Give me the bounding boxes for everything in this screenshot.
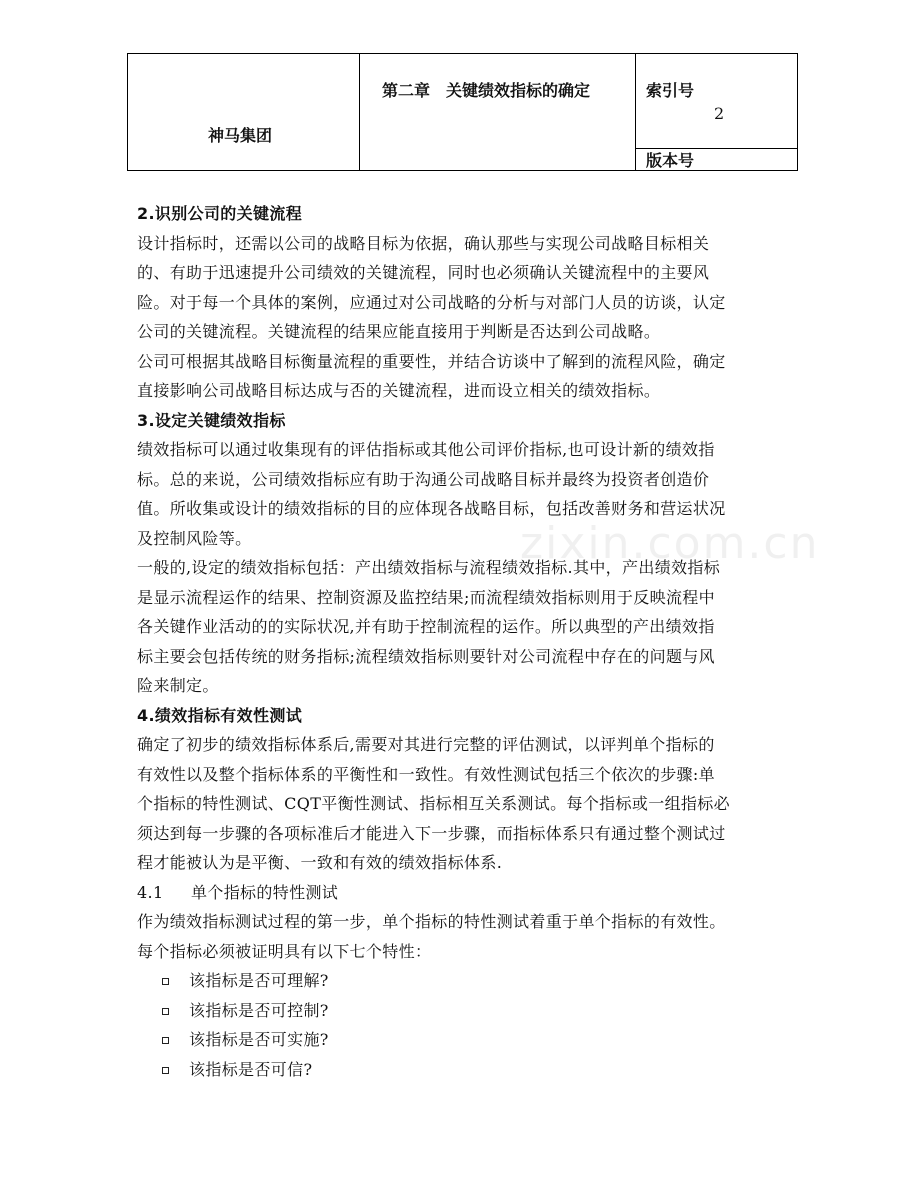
paragraph-line: 公司可根据其战略目标衡量流程的重要性，并结合访谈中了解到的流程风险，确定 bbox=[137, 351, 726, 371]
paragraph-line: 确定了初步的绩效指标体系后,需要对其进行完整的评估测试，以评判单个指标的 bbox=[137, 735, 715, 754]
paragraph-line: 绩效指标可以通过收集现有的评估指标或其他公司评价指标,也可设计新的绩效指 bbox=[137, 440, 715, 459]
header-divider bbox=[635, 148, 797, 149]
criteria-list bbox=[137, 966, 797, 1084]
paragraph-line: 一般的,设定的绩效指标包括：产出绩效指标与流程绩效指标.其中，产出绩效指标 bbox=[137, 558, 721, 577]
paragraph-line: 须达到每一步骤的各项标准后才能进入下一步骤，而指标体系只有通过整个测试过 bbox=[137, 823, 726, 843]
document-body bbox=[137, 199, 797, 1084]
list-item bbox=[162, 996, 797, 1026]
paragraph-line: 作为绩效指标测试过程的第一步，单个指标的特性测试着重于单个指标的有效性。 bbox=[137, 912, 726, 931]
section-heading: 4.绩效指标有效性测试 bbox=[137, 705, 303, 725]
list-item-text: 该指标是否可实施? bbox=[189, 1030, 329, 1049]
paragraph-line: 个指标的特性测试、CQT平衡性测试、指标相互关系测试。每个指标或一组指标必 bbox=[137, 794, 730, 813]
paragraph-line: 公司的关键流程。关键流程的结果应能直接用于判断是否达到公司战略。 bbox=[137, 322, 661, 341]
index-number-value: 2 bbox=[714, 104, 725, 123]
paragraph-line: 标。总的来说，公司绩效指标应有助于沟通公司战略目标并最终为投资者创造价 bbox=[137, 469, 710, 489]
paragraph-line: 是显示流程运作的结果、控制资源及监控结果;而流程绩效指标则用于反映流程中 bbox=[137, 587, 715, 607]
paragraph-line: 程才能被认为是平衡、一致和有效的绩效指标体系. bbox=[137, 853, 503, 872]
subsection-title: 单个指标的特性测试 bbox=[191, 882, 339, 902]
paragraph-line: 每个指标必须被证明具有以下七个特性： bbox=[137, 941, 432, 961]
header-divider bbox=[359, 54, 360, 170]
paragraph-line: 的、有助于迅速提升公司绩效的关键流程，同时也必须确认关键流程中的主要风 bbox=[137, 263, 710, 282]
subsection-heading bbox=[137, 878, 797, 908]
subsection-number: 4.1 bbox=[137, 882, 164, 902]
square-bullet-icon bbox=[162, 978, 169, 985]
chapter-title: 第二章 关键绩效指标的确定 bbox=[382, 81, 591, 100]
section-heading: 3.设定关键绩效指标 bbox=[137, 410, 286, 430]
paragraph-line: 有效性以及整个指标体系的平衡性和一致性。有效性测试包括三个依次的步骤:单 bbox=[137, 764, 715, 784]
list-item-text: 该指标是否可理解? bbox=[189, 971, 329, 990]
paragraph-line: 值。所收集或设计的绩效指标的目的应体现各战略目标，包括改善财务和营运状况 bbox=[137, 499, 726, 518]
square-bullet-icon bbox=[162, 1067, 169, 1074]
header-table bbox=[127, 53, 798, 171]
paragraph-line: 各关键作业活动的的实际状况,并有助于控制流程的运作。所以典型的产出绩效指 bbox=[137, 617, 715, 636]
paragraph-line: 标主要会包括传统的财务指标;流程绩效指标则要针对公司流程中存在的问题与风 bbox=[137, 646, 715, 666]
list-item-text: 该指标是否可控制? bbox=[189, 1000, 329, 1020]
list-item bbox=[162, 1055, 797, 1085]
list-item bbox=[162, 1025, 797, 1055]
paragraph-line: 直接影响公司战略目标达成与否的关键流程，进而设立相关的绩效指标。 bbox=[137, 381, 661, 400]
version-number-label: 版本号 bbox=[646, 151, 695, 170]
header-divider bbox=[635, 54, 636, 170]
list-item bbox=[162, 966, 797, 996]
square-bullet-icon bbox=[162, 1008, 169, 1015]
index-number-label: 索引号 bbox=[646, 81, 695, 100]
list-item-text: 该指标是否可信? bbox=[189, 1059, 313, 1079]
paragraph-line: 设计指标时，还需以公司的战略目标为依据，确认那些与实现公司战略目标相关 bbox=[137, 233, 710, 253]
company-name: 神马集团 bbox=[208, 126, 273, 145]
section-heading: 2.识别公司的关键流程 bbox=[137, 204, 303, 223]
paragraph-line: 险。对于每一个具体的案例，应通过对公司战略的分析与对部门人员的访谈，认定 bbox=[137, 292, 726, 312]
square-bullet-icon bbox=[162, 1037, 169, 1044]
paragraph-line: 及控制风险等。 bbox=[137, 528, 252, 548]
paragraph-line: 险来制定。 bbox=[137, 676, 219, 695]
watermark: zixin.com.cn bbox=[520, 518, 820, 569]
